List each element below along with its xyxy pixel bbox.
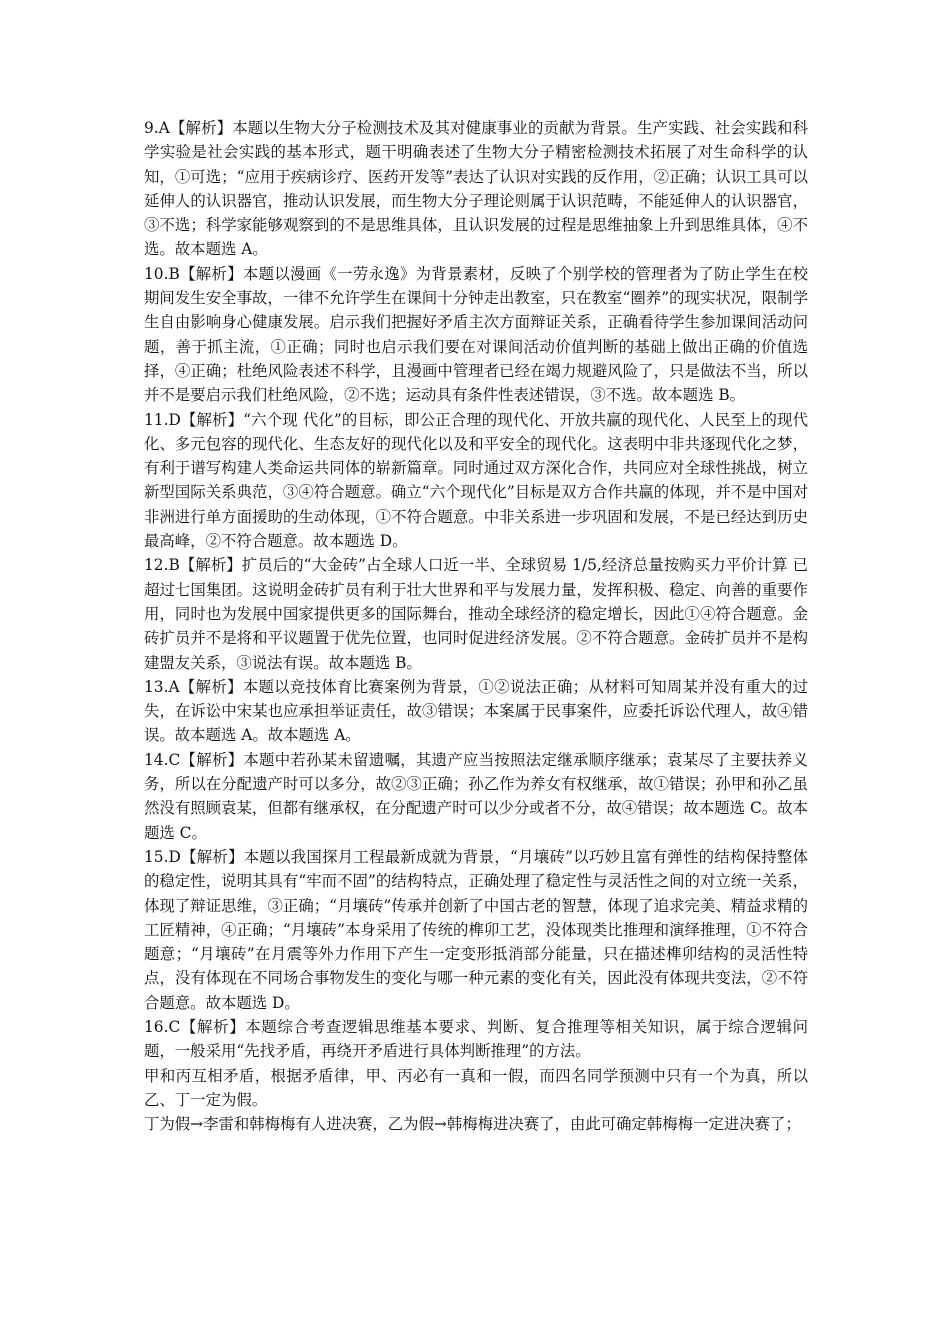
answer-analysis-text: [144, 116, 808, 1136]
paragraph-q14: 14.C【解析】本题中若孙某未留遗嘱，其遗产应当按照法定继承顺序继承；袁某尽了主要扶养义务，所以在分配遗产时可以多分，故②③正确；孙乙作为养女有权继承，故①错误；孙甲和孙乙虽然没有照顾袁某，但都有继承权，在分配遗产时可以少分或者不分，故④错误；故本题选 C。故本题选 C。: [144, 750, 808, 842]
paragraph-q10: 10.B【解析】本题以漫画《一劳永逸》为背景素材，反映了个别学校的管理者为了防止学生在校期间发生安全事故，一律不允许学生在课间十分钟走出教室，只在教室“圈养”的现实状况，限制学生自由影响身心健康发展。启示我们把握好矛盾主次方面辩证关系，正确看待学生参加课间活动问题，善于抓主流，①正确；同时也启示我们要在对课间活动价值判断的基础上做出正确的价值选择，④正确；杜绝风险表述不科学，且漫画中管理者已经在竭力规避风险了，只是做法不当，所以并不是要启示我们杜绝风险，②不选；运动具有条件性表述错误，③不选。故本题选 B。: [144, 264, 808, 405]
paragraph-q16-reasoning-2: 丁为假→李雷和韩梅梅有人进决赛，乙为假→韩梅梅进决赛了，由此可确定韩梅梅一定进决赛了；: [144, 1115, 801, 1134]
paragraph-q11: 11.D【解析】“六个现 代化”的目标，即公正合理的现代化、开放共赢的现代化、人民至上的现代化、多元包容的现代化、生态友好的现代化以及和平安全的现代化。这表明中非共逐现代化之梦，有利于谱写构建人类命运共同体的崭新篇章。同时通过双方深化合作，共同应对全球性挑战，树立新型国际关系典范，③④符合题意。确立“六个现代化”目标是双方合作共赢的体现，并不是中国对非洲进行单方面援助的生动体现，①不符合题意。中非关系进一步巩固和发展，不是已经达到历史最高峰，②不符合题意。故本题选 D。: [144, 410, 808, 551]
paragraph-q16: 16.C【解析】本题综合考查逻辑思维基本要求、判断、复合推理等相关知识，属于综合逻辑问题，一般采用“先找矛盾，再绕开矛盾进行具体判断推理”的方法。: [144, 1017, 808, 1061]
paragraph-q13: 13.A【解析】本题以竞技体育比赛案例为背景，①②说法正确；从材料可知周某并没有重大的过失，在诉讼中宋某也应承担举证责任，故③错误；本案属于民事案件，应委托诉讼代理人，故④错误。故本题选 A。故本题选 A。: [144, 677, 808, 745]
paragraph-q16-reasoning-1: 甲和丙互相矛盾，根据矛盾律，甲、丙必有一真和一假，而四名同学预测中只有一个为真，所以乙、丁一定为假。: [144, 1066, 808, 1109]
paragraph-q15: 15.D【解析】本题以我国探月工程最新成就为背景，“月壤砖”以巧妙且富有弹性的结构保持整体的稳定性，说明其具有“牢而不固”的结构特点，正确处理了稳定性与灵活性之间的对立统一关系，体现了辩证思维，③正确；“月壤砖”传承并创新了中国古老的智慧，体现了追求完美、精益求精的工匠精神，④正确；“月壤砖”本身采用了传统的榫卯工艺，没体现类比推理和演绎推理，①不符合题意；“月壤砖”在月震等外力作用下产生一定变形抵消部分能量，只在描述榫卯结构的灵活性特点，没有体现在不同场合事物发生的变化与哪一种元素的变化有关，因此没有体现共变法，②不符合题意。故本题选 D。: [144, 847, 808, 1012]
paragraph-q12: 12.B【解析】扩员后的“大金砖”占全球人口近一半、全球贸易 1/5,经济总量按购买力平价计算 已超过七国集团。这说明金砖扩员有利于壮大世界和平与发展力量，发挥积极、稳定、向善的重要作用，同时也为发展中国家提供更多的国际舞台，推动全球经济的稳定增长，因此①④符合题意。金砖扩员并不是将和平议题置于优先位置，也同时促进经济发展。②不符合题意。金砖扩员并不是构建盟友关系，③说法有误。故本题选 B。: [144, 556, 808, 672]
paragraph-q9: 9.A【解析】本题以生物大分子检测技术及其对健康事业的贡献为背景。生产实践、社会实践和科学实验是社会实践的基本形式，题干明确表述了生物大分子精密检测技术拓展了对生命科学的认知，①可选；“应用于疾病诊疗、医药开发等”表达了认识对实践的反作用，②正确；认识工具可以延伸人的认识器官，推动认识发展，而生物大分子理论则属于认识范畴，不能延伸人的认识器官，③不选；科学家能够观察到的不是思维具体，且认识发展的过程是思维抽象上升到思维具体，④不选。故本题选 A。: [144, 119, 808, 259]
